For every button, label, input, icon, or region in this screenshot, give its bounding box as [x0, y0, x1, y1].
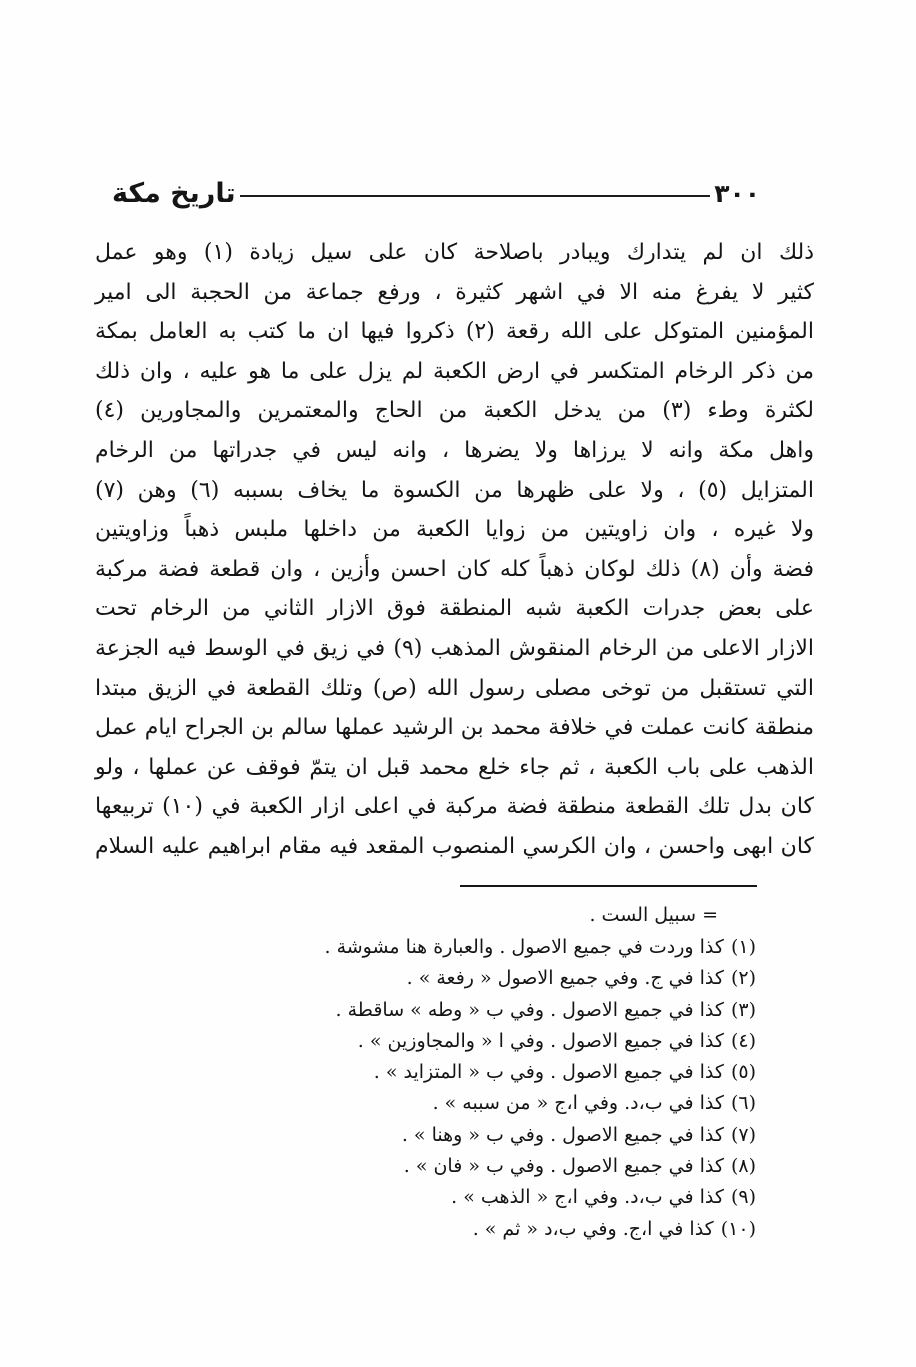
footnotes-block — [146, 899, 756, 1245]
footnote-separator-rule — [460, 885, 757, 887]
footnote-item — [146, 932, 756, 963]
footnote-text: كذا في جميع الاصول . وفي ب « فان » . — [403, 1155, 724, 1178]
footnote-text: كذا في ج. وفي جميع الاصول « رفعة » . — [406, 967, 724, 990]
footnote-number: (٨) — [730, 1155, 756, 1178]
footnote-number: (٤) — [730, 1029, 756, 1052]
footnote-text: كذا وردت في جميع الاصول . والعبارة هنا مشوشة . — [324, 936, 724, 958]
footnote-number: (١٠) — [720, 1217, 756, 1240]
footnote-text: كذا في جميع الاصول . وفي ب « المتزايد » . — [373, 1061, 724, 1084]
header-rule — [240, 195, 711, 197]
text-line: لكثرة وطء (٣) من يدخل الكعبة من الحاج والمعتمرين والمجاورين (٤) — [95, 398, 814, 424]
footnote-number: (٧) — [730, 1123, 756, 1146]
book-title: تاريخ مكة — [112, 177, 236, 209]
footnote-number: (٦) — [730, 1092, 756, 1115]
running-header — [112, 172, 760, 214]
footnote-text: كذا في ب،د. وفي ا،ج « من سببه » . — [432, 1092, 724, 1115]
footnote-text: كذا في ب،د. وفي ا،ج « الذهب » . — [451, 1186, 724, 1209]
footnote-continuation: = سبيل الست . — [589, 904, 718, 926]
footnote-item — [146, 1214, 756, 1245]
text-line: ذلك ان لم يتدارك ويبادر باصلاحة كان على سيل زيادة (١) وهو عمل — [95, 240, 814, 265]
text-line: التي تستقبل من توخى مصلى رسول الله (ص) وتلك القطعة في الزيق مبتدا — [95, 675, 814, 701]
text-line: الذهب على باب الكعبة ، ثم جاء خلع محمد قبل ان يتمّ فوقف عن عملها ، ولو — [95, 754, 814, 780]
text-line: فضة وأن (٨) ذلك لوكان ذهباً كله كان احسن وأزين ، وان قطعة فضة مركبة — [95, 556, 814, 582]
text-line: واهل مكة وانه لا يرزاها ولا يضرها ، وانه ليس في جدراتها من الرخام — [95, 437, 814, 463]
footnote-number: (٢) — [730, 967, 756, 990]
footnote-text: كذا في ا،ج. وفي ب،د « ثم » . — [472, 1217, 714, 1240]
text-line: كان ابهى واحسن ، وان الكرسي المنصوب المقعد فيه مقام ابراهيم عليه السلام — [95, 833, 814, 859]
footnote-item — [146, 1026, 756, 1057]
footnote-number: (١) — [730, 936, 756, 958]
page-number: ٣٠٠ — [714, 178, 760, 208]
text-line: ولا غيره ، وان زاويتين من زوايا الكعبة من داخلها ملبس ذهباً وزاويتين — [95, 517, 814, 543]
text-line: كثير لا يفرغ منه الا في اشهر كثيرة ، ورفع جماعة من الحجبة الى امير — [95, 279, 814, 305]
footnote-item — [146, 1057, 756, 1088]
footnote-text: كذا في جميع الاصول . وفي ب « وهنا » . — [401, 1123, 724, 1146]
footnote-number: (٩) — [730, 1186, 756, 1209]
footnote-item — [146, 995, 756, 1026]
text-line: منطقة كانت عملت في خلافة محمد بن الرشيد عملها سالم بن الجراح ايام عمل — [95, 715, 814, 741]
footnote-item — [146, 1120, 756, 1151]
text-line: المؤمنين المتوكل على الله رقعة (٢) ذكروا فيها ان ما كتب به العامل بمكة — [95, 319, 814, 345]
footnote-item — [146, 963, 756, 994]
footnote-number: (٥) — [730, 1061, 756, 1084]
footnote-item — [146, 1151, 756, 1182]
footnote-text: كذا في جميع الاصول . وفي ب « وطه » ساقطة . — [335, 998, 724, 1021]
footnote-number: (٣) — [730, 998, 756, 1021]
footnote-item — [146, 1182, 756, 1213]
main-text-block — [95, 233, 814, 867]
footnote-item — [146, 1088, 756, 1119]
text-line: الازار الاعلى من الرخام المنقوش المذهب (٩) في زيق في الوسط فيه الجزعة — [95, 635, 815, 661]
text-line: على بعض جدرات الكعبة شبه المنطقة فوق الازار الثاني من الرخام تحت — [95, 596, 814, 622]
text-line: كان بدل تلك القطعة منطقة فضة مركبة في اعلى ازار الكعبة في (١٠) تربيعها — [95, 794, 814, 820]
text-line: المتزايل (٥) ، ولا على ظهرها من الكسوة ما يخاف بسببه (٦) وهن (٧) — [95, 477, 814, 503]
footnote-text: كذا في جميع الاصول . وفي ا « والمجاوزين » . — [357, 1029, 724, 1052]
text-line: من ذكر الرخام المتكسر في ارض الكعبة لم يزل على ما هو عليه ، وان ذلك — [95, 358, 815, 384]
